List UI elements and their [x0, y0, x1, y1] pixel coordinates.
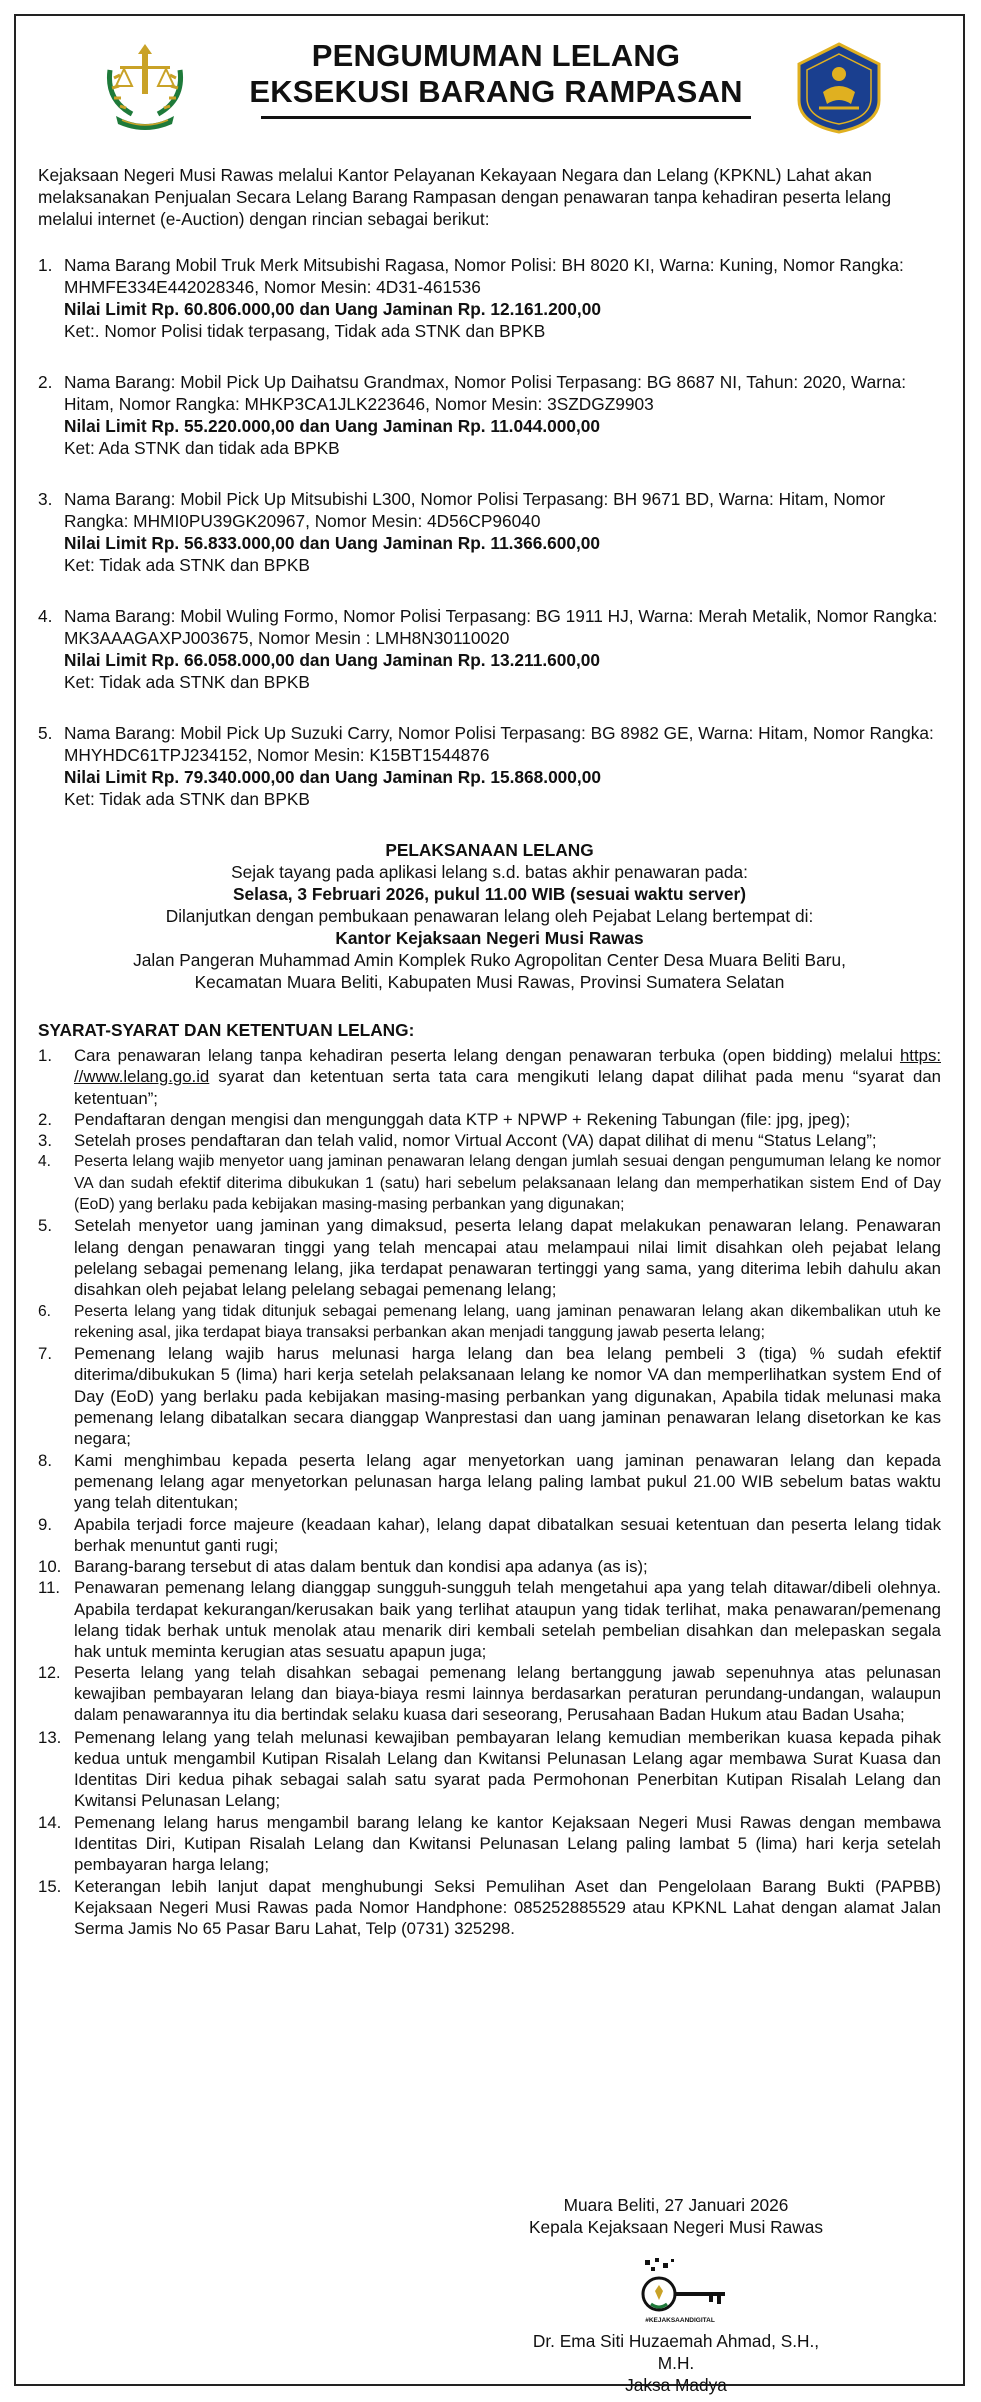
requirement-text: Pendaftaran dengan mengisi dan mengunggah data KTP + NPWP + Rekening Tabungan (file: jpg, jpeg); — [74, 1109, 851, 1129]
requirement-text: Kami menghimbau kepada peserta lelang agar menyetorkan uang jaminan penawaran lelang dan kepada pemenang lelang agar menyetorkan pelunasan harga lelang paling lambat pukul 21.00 WIB sebelum batas waktu yang telah ditentukan; — [74, 1450, 941, 1513]
auction-item — [38, 488, 941, 576]
requirement-item — [38, 1109, 941, 1130]
item-note: Ket: Tidak ada STNK dan BPKB — [64, 789, 310, 809]
announcement-page — [14, 14, 965, 2395]
requirement-text: Peserta lelang yang telah disahkan sebagai pemenang lelang bertanggung jawab sepenuhnya atas pelunasan kewajiban pembayaran lelang dan biaya-biaya resmi lainnya berdasarkan peraturan perundang-undangan, walaupun dalam penawarannya itu dia bertindak selaku kuasa dari seseorang, Perusahaan Badan Hukum atau Badan Usaha; — [74, 1663, 941, 1725]
requirement-number: 9. — [38, 1514, 52, 1534]
requirement-number: 10. — [38, 1557, 62, 1577]
requirement-item — [38, 1045, 941, 1109]
svg-text:#KEJAKSAANDIGITAL: #KEJAKSAANDIGITAL — [645, 2317, 715, 2324]
item-note: Ket: Ada STNK dan tidak ada BPKB — [64, 438, 340, 458]
lelang-link[interactable]: https: //www.lelang.go.id — [74, 1046, 941, 1087]
requirement-item — [38, 1514, 941, 1557]
requirement-number: 3. — [38, 1131, 52, 1151]
execution-datetime: Selasa, 3 Februari 2026, pukul 11.00 WIB (sesuai waktu server) — [233, 884, 746, 904]
requirement-number: 5. — [38, 1216, 52, 1236]
item-note: Ket: Tidak ada STNK dan BPKB — [64, 555, 310, 575]
requirement-item — [38, 1727, 941, 1812]
title-divider — [261, 116, 751, 119]
requirement-text: Setelah menyetor uang jaminan yang dimaksud, peserta lelang dapat melakukan penawaran lelang. Penawaran lelang dengan penawaran tinggi yang telah mencapai atau melampaui nilai limit disahkan oleh pejabat lelang pelelang sebagai pemenang lelang, jika terdapat penawaran tertinggi yang sama, yang diterima lebih dahulu akan disahkan oleh pejabat lelang pelelang sebagai pemenang lelang; — [74, 1216, 941, 1300]
kejaksaan-logo-icon — [102, 40, 188, 132]
execution-address-2: Kecamatan Muara Beliti, Kabupaten Musi Rawas, Provinsi Sumatera Selatan — [194, 972, 785, 992]
execution-section — [38, 839, 941, 993]
page-title — [236, 38, 756, 110]
requirement-text: Peserta lelang yang tidak ditunjuk sebagai pemenang lelang, uang jaminan penawaran lelang akan dikembalikan utuh ke rekening asal, jika terdapat biaya transaksi perbankan akan menjadi tanggung jawab peserta lelang; — [74, 1302, 941, 1341]
item-limit: Nilai Limit Rp. 56.833.000,00 dan Uang Jaminan Rp. 11.366.600,00 — [64, 533, 600, 553]
item-number: 3. — [38, 489, 53, 509]
header — [16, 16, 963, 144]
item-description: Nama Barang: Mobil Pick Up Daihatsu Grandmax, Nomor Polisi Terpasang: BG 8687 NI, Tahun: 2020, Warna: Hitam, Nomor Rangka: MHKP3CA1JLK223646, Nomor Mesin: 3SZDGZ9903 — [64, 372, 907, 414]
signature-office: Kepala Kejaksaan Negeri Musi Rawas — [529, 2217, 823, 2237]
signature-header — [526, 2194, 826, 2238]
requirement-number: 6. — [38, 1302, 52, 1320]
signature-place-date: Muara Beliti, 27 Januari 2026 — [563, 2195, 789, 2215]
requirement-text: Pemenang lelang wajib harus melunasi harga lelang dan bea lelang pembeli 3 (tiga) % sudah efektif diterima/dibukukan 5 (lima) hari kerja setelah pelaksanaan lelang ke nomor VA dan memperlihatkan system End of Day (EoD) yang berlaku pada kebijakan masing-masing perbankan yang digunakan, Apabila tidak melunasi maka pemenang lelang dibatalkan secara dianggap Wanprestasi dan uang jaminan penawaran lelang disetorkan ke kas negara; — [74, 1344, 941, 1449]
item-note: Ket: Tidak ada STNK dan BPKB — [64, 672, 310, 692]
auction-item — [38, 605, 941, 693]
item-number: 2. — [38, 372, 53, 392]
item-description: Nama Barang: Mobil Pick Up Suzuki Carry, Nomor Polisi Terpasang: BG 8982 GE, Warna: Hitam, Nomor Rangka: MHYHDC61TPJ234152, Nomor Mesin: K15BT1544876 — [64, 723, 934, 765]
kemenkeu-logo-icon — [793, 42, 885, 134]
title-line-2: EKSEKUSI BARANG RAMPASAN — [249, 74, 743, 109]
requirement-text: Penawaran pemenang lelang dianggap sungguh-sungguh telah mengetahui apa yang telah ditawar/dibeli olehnya. Apabila terdapat kekurangan/kerusakan baik yang terlihat ataupun yang tidak terlihat, maka penawaran/pemenang lelang tidak berhak untuk menolak atau menarik diri kembali setelah pembelian disahkan dan melepaskan segala hak untuk meminta kerugian atas sesuatu apapun juga; — [74, 1578, 941, 1662]
requirements-list — [38, 1045, 941, 1939]
requirement-item — [38, 1556, 941, 1577]
requirement-text: Pemenang lelang harus mengambil barang lelang ke kantor Kejaksaan Negeri Musi Rawas dengan membawa Identitas Diri, Kutipan Risalah Lelang dan Kwitansi Pelunasan Lelang paling lambat 5 (lima) hari kerja setelah pembayaran harga lelang; — [74, 1812, 941, 1875]
requirement-item — [38, 1151, 941, 1215]
requirement-item — [38, 1812, 941, 1876]
requirement-number: 12. — [38, 1663, 61, 1682]
auction-item — [38, 722, 941, 810]
kejaksaan-digital-stamp-icon — [625, 2258, 735, 2326]
item-limit: Nilai Limit Rp. 55.220.000,00 dan Uang Jaminan Rp. 11.044.000,00 — [64, 416, 600, 436]
requirement-text: Cara penawaran lelang tanpa kehadiran peserta lelang dengan penawaran terbuka (open bidding) melalui — [74, 1046, 900, 1065]
requirement-number: 11. — [38, 1578, 61, 1598]
requirement-text: Keterangan lebih lanjut dapat menghubungi Seksi Pemulihan Aset dan Pengelolaan Barang Bukti (PAPBB) Kejaksaan Negeri Musi Rawas pada Nomor Handphone: 085252885529 atau KPKNL Lahat dengan alamat Jalan Serma Jamis No 65 Pasar Baru Lahat, Telp (0731) 325298. — [74, 1876, 941, 1939]
requirement-number: 13. — [38, 1727, 62, 1747]
requirement-number: 8. — [38, 1450, 52, 1470]
item-limit: Nilai Limit Rp. 66.058.000,00 dan Uang Jaminan Rp. 13.211.600,00 — [64, 650, 600, 670]
requirement-number: 4. — [38, 1153, 52, 1171]
requirement-text: Apabila terjadi force majeure (keadaan kahar), lelang dapat dibatalkan sesuai ketentuan dan peserta lelang tidak berhak menuntut ganti rugi; — [74, 1514, 941, 1555]
requirement-item — [38, 1130, 941, 1151]
requirement-item — [38, 1876, 941, 1940]
title-line-1: PENGUMUMAN LELANG — [311, 38, 681, 73]
item-note: Ket:. Nomor Polisi tidak terpasang, Tidak ada STNK dan BPKB — [64, 321, 546, 341]
item-limit: Nilai Limit Rp. 60.806.000,00 dan Uang Jaminan Rp. 12.161.200,00 — [64, 299, 601, 319]
auction-item — [38, 254, 941, 342]
requirement-number: 1. — [38, 1046, 52, 1065]
auction-item — [38, 371, 941, 459]
execution-place: Kantor Kejaksaan Negeri Musi Rawas — [335, 928, 644, 948]
item-description: Nama Barang: Mobil Wuling Formo, Nomor Polisi Terpasang: BG 1911 HJ, Warna: Merah Metalik, Nomor Rangka: MK3AAAGAXPJ003675, Nomor Mesin : LMH8N30110020 — [64, 606, 938, 648]
requirement-text: Setelah proses pendaftaran dan telah valid, nomor Virtual Accont (VA) dapat dilihat di menu “Status Lelang”; — [74, 1131, 877, 1151]
auction-items-list — [38, 254, 941, 810]
requirement-text: Barang-barang tersebut di atas dalam bentuk dan kondisi apa adanya (as is); — [74, 1557, 648, 1577]
item-description: Nama Barang: Mobil Pick Up Mitsubishi L300, Nomor Polisi Terpasang: BH 9671 BD, Warna: Hitam, Nomor Rangka: MHMI0PU39GK20967, Nomor Mesin: 4D56CP96040 — [64, 489, 886, 531]
execution-line-2: Dilanjutkan dengan pembukaan penawaran lelang oleh Pejabat Lelang bertempat di: — [165, 906, 814, 926]
requirement-item — [38, 1301, 941, 1344]
requirement-text: Pemenang lelang yang telah melunasi kewajiban pembayaran lelang kemudian memberikan kuasa kepada pihak kedua untuk mengambil Kutipan Risalah Lelang dan Kwitansi Pelunasan Lelang agar membawa Surat Kuasa dan Identitas Diri kedua pihak sebagai salah satu syarat pada Permohonan Penerbitan Kutipan Risalah Lelang dan Kwitansi Pelunasan Lelang; — [74, 1727, 941, 1811]
requirements-heading: SYARAT-SYARAT DAN KETENTUAN LELANG: — [38, 1020, 415, 1040]
requirement-number: 7. — [38, 1344, 52, 1364]
requirement-item — [38, 1663, 941, 1727]
requirement-number: 15. — [38, 1876, 62, 1896]
requirement-item — [38, 1343, 941, 1449]
item-description: Nama Barang Mobil Truk Merk Mitsubishi Ragasa, Nomor Polisi: BH 8020 KI, Warna: Kuning, Nomor Rangka: MHMFE334E442028346, Nomor Mesin: 4D31-461536 — [64, 255, 904, 297]
item-limit: Nilai Limit Rp. 79.340.000,00 dan Uang Jaminan Rp. 15.868.000,00 — [64, 767, 601, 787]
execution-address-1: Jalan Pangeran Muhammad Amin Komplek Ruko Agropolitan Center Desa Muara Beliti Baru, — [133, 950, 846, 970]
signature-footer — [526, 2330, 826, 2396]
requirement-item — [38, 1577, 941, 1662]
signatory-name: Dr. Ema Siti Huzaemah Ahmad, S.H., M.H. — [532, 2331, 820, 2373]
item-number: 1. — [38, 255, 53, 275]
requirement-number: 14. — [38, 1812, 62, 1832]
requirement-item — [38, 1215, 941, 1300]
item-number: 5. — [38, 723, 53, 743]
requirement-number: 2. — [38, 1109, 52, 1129]
requirement-text: syarat dan ketentuan serta tata cara mengikuti lelang dapat dilihat pada menu “syarat dan ketentuan”; — [74, 1067, 941, 1108]
signatory-rank: Jaksa Madya — [625, 2375, 727, 2395]
intro-paragraph: Kejaksaan Negeri Musi Rawas melalui Kantor Pelayanan Kekayaan Negara dan Lelang (KPKNL) Lahat akan melaksanakan Penjualan Secara Lelang Barang Rampasan dengan penawaran tanpa kehadiran peserta lelang melalui internet (e-Auction) dengan rincian sebagai berikut: — [38, 165, 892, 229]
requirement-text: Peserta lelang wajib menyetor uang jaminan penawaran lelang dengan jumlah sesuai dengan pengumuman lelang ke nomor VA dan sudah efektif diterima dibukukan 1 (satu) hari sebelum pelaksanaan lelang dan memperhatikan sistem End of Day (EoD) yang berlaku pada kebijakan masing-masing perbankan yang digunakan; — [74, 1153, 941, 1214]
item-number: 4. — [38, 606, 53, 626]
requirement-item — [38, 1450, 941, 1514]
execution-line-1: Sejak tayang pada aplikasi lelang s.d. batas akhir penawaran pada: — [231, 862, 748, 882]
execution-heading: PELAKSANAAN LELANG — [385, 840, 594, 860]
